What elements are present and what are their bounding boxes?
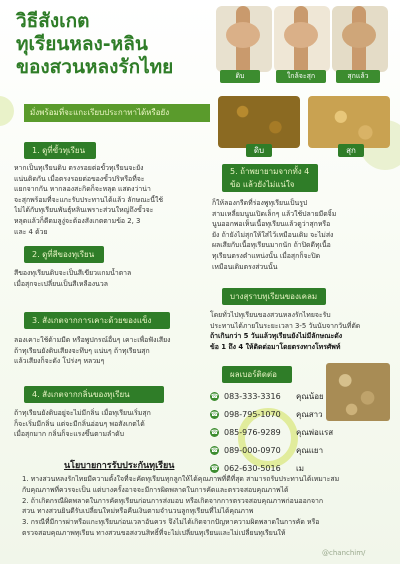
- section-5-line: เหมือนเดิมตรงส่วนนั้น: [212, 262, 278, 271]
- contact-number[interactable]: 089-000-0970: [224, 446, 281, 455]
- decorative-circle: [0, 96, 14, 126]
- section-5-line: ยัง ถ้ายังไม่สุกให้ใส่ไว้เหมือนเดิม จะไม่ส่ง: [212, 230, 334, 239]
- section-4-heading: 4. สังเกตจากกลิ่นของทุเรียน: [24, 386, 164, 403]
- page-title: [16, 10, 221, 79]
- contact-row: [210, 442, 330, 460]
- section-3-line: แล้วเสียงก็จะดัง โปร่งๆ หลวมๆ: [14, 357, 105, 366]
- section-5-line: ก็ให้ลองกรีดที่ร่องพูทุเรียนเป็นรูป: [212, 199, 308, 207]
- section-2-line: สีของทุเรียนดิบจะเป็นสีเขียวแกมน้ำตาล: [14, 269, 132, 277]
- section-3-body: [14, 335, 208, 367]
- contacts-heading: ผลเบอร์ติดต่อ: [222, 366, 292, 383]
- section-5-heading: 5. ถ้าพยายามจากทั้ง 4 ข้อ แล้วยังไม่แน่ใจ: [222, 164, 318, 192]
- flesh-photo-strip: [216, 96, 392, 158]
- section-5-body: [212, 198, 392, 272]
- section-1-heading: 1. ดูที่ขั้วทุเรียน: [24, 142, 96, 159]
- stem-caption-raw: ดิบ: [220, 70, 260, 83]
- contact-name: เม: [296, 464, 305, 473]
- intro-banner: มั่งพร้อมที่จะแกะเรียบประกาทาได้หรือยัง: [24, 104, 210, 122]
- section-1-line: จะสุกพร้อมที่จะแกะรับประทานได้แล้ว ลักษณะนี้ใช้: [14, 195, 164, 204]
- contact-row: [210, 406, 330, 424]
- contact-row: [210, 388, 330, 406]
- contact-number[interactable]: 083-333-3316: [224, 392, 281, 401]
- policy-line: 3. กรณีที่มีการผ่าหรือแกะทุเรียนก่อนเวลาอันควร จึงไม่ได้เกิดจากปัญหาความผิดพลาดในการคัด หรือ: [22, 518, 320, 527]
- section-6-line: ประทานได้ภายในระยะเวลา 3-5 วันนับจากวันที่ตัด: [210, 321, 361, 330]
- section-5-line: สามเหลี่ยมนูนเปิดเล็กๆ แล้วใช้ปลายมีดจิ้ม: [212, 209, 337, 218]
- section-6-heading: บางสุราบทุเรียนของเคลม: [222, 288, 326, 305]
- contact-name: คุณแยา: [296, 446, 324, 455]
- contact-number[interactable]: 085-976-9289: [224, 428, 281, 437]
- section-3-heading: 3. สังเกตจากการเคาะด้วยของแข็ง: [24, 312, 170, 329]
- section-4-line: ก็จะเริ่มมีกลิ่น แต่จะมีกลิ่นอ่อนๆ พอสังเกตได้: [14, 419, 145, 428]
- contact-name: คุณน้อย: [296, 392, 324, 401]
- stem-photo-strip: [216, 6, 392, 86]
- section-4-line: เมื่อสุกมาก กลิ่นก็จะแรงขึ้นตามลำดับ: [14, 430, 124, 439]
- policy-line: 1. ทางสวนหลงรักไทยมีความตั้งใจที่จะคัดทุเรียนทุกลูกให้ได้คุณภาพที่ดีที่สุด สามารถรับประทานได้เหมาะสม: [22, 475, 340, 483]
- flesh-photo-ripe: [308, 96, 390, 148]
- section-2-line: เมื่อสุกจะเปลี่ยนเป็นสีเหลืองนวล: [14, 279, 108, 288]
- durian-photo: [326, 363, 390, 421]
- section-1-line: หากเป็นทุเรียนดิบ ตรงรอยต่อขั้วทุเรียนจะยัง: [14, 164, 144, 172]
- section-1-line: และ 4 ด้วย: [14, 227, 48, 236]
- section-4-line: ถ้าทุเรียนยังดิบอยู่จะไม่มีกลิ่น เมื่อทุเรียนเริ่มสุก: [14, 409, 151, 417]
- section-1-line: ไม่ได้กับทุเรียนพันธุ์หลินเพราะส่วนใหญ่ถึงขั้วจะ: [14, 206, 154, 215]
- contact-row: [210, 424, 334, 442]
- policy-list: [22, 474, 384, 539]
- watermark: @chanchim/: [322, 549, 366, 557]
- title-line-3: ของสวนหลงรักไทย: [16, 56, 174, 78]
- flesh-caption-ripe: สุก: [338, 144, 364, 157]
- title-line-1: วิธีสังเกต: [16, 10, 90, 32]
- policy-heading: นโยบายการรับประกันทุเรียน: [64, 461, 175, 471]
- policy-line: ตรวจสอบคุณภาพทุเรียน ทางสวนขอสงวนสิทธิ์ที่จะไม่เปลี่ยนทุเรียนและไม่เปลี่ยนทุเรียนให้: [22, 528, 286, 537]
- contact-name: คุณสาว: [296, 410, 323, 419]
- section-4-body: [14, 408, 208, 440]
- title-line-2: ทุเรียนหลง-หลิน: [16, 33, 148, 55]
- section-1-line: แยกจากกัน หากลองสะกิดก็จะหลุด แสดงว่าน่า: [14, 185, 151, 194]
- section-2-heading: 2. ดูที่สีของทุเรียน: [24, 246, 104, 263]
- section-2-body: [14, 268, 206, 289]
- phone-icon: ☎: [210, 393, 219, 400]
- flesh-caption-raw: ดิบ: [246, 144, 272, 157]
- section-6-body: [210, 310, 394, 352]
- contact-number[interactable]: 098-795-1070: [224, 410, 281, 419]
- section-6-line: โดยทั่วไปทุเรียนของสวนหลงรักไทยจะรับ: [210, 311, 331, 319]
- phone-icon: ☎: [210, 465, 219, 472]
- contact-number[interactable]: 062-630-5016: [224, 464, 281, 473]
- section-3-line: ถ้าทุเรียนยังดิบเสียงจะทึบๆ แน่นๆ ถ้าทุเรียนสุก: [14, 346, 150, 355]
- section-1-body: [14, 163, 206, 237]
- contact-list: [210, 388, 334, 478]
- policy-line: กับคุณภาพที่ควรจะเป็น แต่บางครั้งอาจจะมีการผิดพลาดในการคัดและตรวจสอบคุณภาพได้: [22, 485, 289, 494]
- phone-icon: ☎: [210, 429, 219, 436]
- section-1-line: หลุดแล้วก็ดีดมลูงู่จะต้องสังเกตตามข้อ 2, 3: [14, 216, 141, 225]
- stem-photo-raw: [216, 6, 272, 72]
- phone-icon: ☎: [210, 411, 219, 418]
- stem-photo-ripe: [332, 6, 388, 72]
- contact-name: คุณพ่อแรส: [296, 428, 334, 437]
- flesh-photo-raw: [218, 96, 300, 148]
- section-6-line: ข้อ 1 ถึง 4 ให้ติดต่อมาโดยตรงทางโทรศัพท์: [210, 342, 341, 351]
- stem-photo-almost-ripe: [274, 6, 330, 72]
- stem-caption-ripe: สุกแล้ว: [336, 70, 380, 83]
- section-5-line: ผลเสียกับเนื้อทุเรียนมากนัก ถ้าปิดดีทุเนื้อ: [212, 241, 331, 250]
- section-6-line: ถ้าเกินกว่า 5 วันแล้วทุเรียนยังไม่มีลักษณะดัง: [210, 332, 343, 341]
- phone-icon: ☎: [210, 447, 219, 454]
- section-1-line: แน่นติดกัน เมื่อตรงรอยต่อของขั้วปริหรือที่จะ: [14, 174, 145, 183]
- stem-caption-almost-ripe: ใกล้จะสุก: [276, 70, 326, 83]
- section-5-line: นูนออกพอเห็นเนื้อทุเรียนแล้วดูว่าสุกหรือ: [212, 220, 331, 229]
- policy-line: สวน ทางสวนยินดีรับเปลี่ยนใหม่หรือคืนเงินตามจำนวนลูกทุเรียนที่ไม่ได้คุณภาพ: [22, 507, 254, 516]
- section-3-line: ลองเคาะใช้ด้ามมีด หรือพูปกรณ์อื่นๆ เคาะเพื่อฟังเสียง: [14, 336, 171, 344]
- section-5-line: ทุเรียนตรงตำแหน่งนั้น เมื่อสุกก็จะปิด: [212, 251, 321, 260]
- policy-line: 2. ถ้าเกิดกรณีผิดพลาดในการคัดทุเรียนก่อนการส่งมอบ หรือเกิดจากการตรวจสอบคุณภาพก่อนออกจาก: [22, 496, 324, 505]
